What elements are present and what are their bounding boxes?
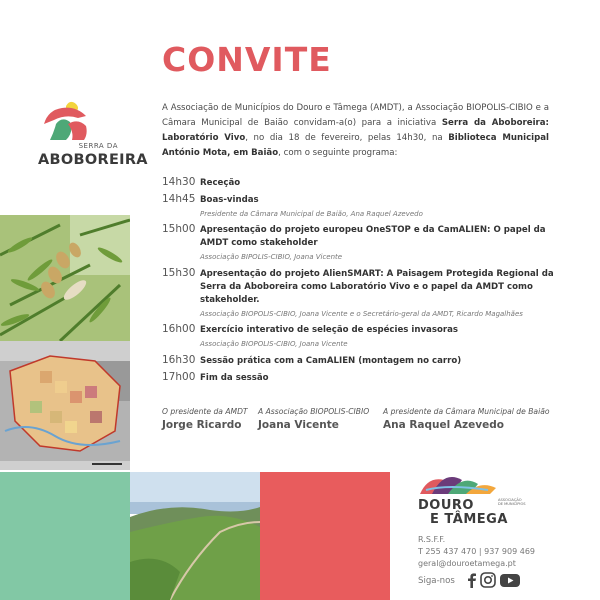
signature-name: Joana Vicente <box>258 419 339 431</box>
signature-name: Ana Raquel Azevedo <box>383 419 504 431</box>
program-time: 15h30 <box>162 267 196 279</box>
plant-photo <box>0 215 130 341</box>
logo-subtitle: SERRA DA <box>78 142 118 150</box>
logo-title: ABOBOREIRA <box>38 152 148 168</box>
plant-image <box>0 215 130 341</box>
phone-text: T 255 437 470 | 937 909 469 <box>418 547 535 556</box>
program-time: 17h00 <box>162 371 196 383</box>
map-graphic <box>0 341 130 470</box>
signature-role: O presidente da AMDT <box>162 407 248 416</box>
signature-role: A Associação BIOPOLIS-CIBIO <box>258 407 370 416</box>
program-speaker: Associação BIOPOLIS-CIBIO, Joana Vicente e o Secretário-geral da AMDT, Ricardo Magalhães <box>200 310 523 318</box>
douro-tamega-logo-icon <box>418 470 498 498</box>
intro-text: A Associação de Municípios do Douro e Tâmega (AMDT), a Associação BIOPOLIS-CIBIO e a Câmara Municipal de Baião convidam-a(o) para a iniciativa <box>162 103 549 128</box>
landscape-photo <box>130 472 260 600</box>
intro-paragraph <box>162 101 549 161</box>
page-title: CONVITE <box>162 40 332 79</box>
instagram-icon[interactable] <box>479 572 497 588</box>
intro-text: , com o seguinte programa: <box>278 148 398 158</box>
intro-text: , no dia 18 de fevereiro, pelas 14h30, na <box>245 133 449 143</box>
program-item <box>162 193 557 220</box>
program-item <box>162 267 557 320</box>
youtube-icon[interactable] <box>499 572 521 588</box>
signature-camara <box>383 407 550 431</box>
program-time: 14h30 <box>162 176 196 188</box>
program-time: 14h45 <box>162 193 196 205</box>
program-title: Exercício interativo de seleção de espécies invasoras <box>200 325 459 335</box>
program-title: Fim da sessão <box>200 373 269 383</box>
intro-venue: Biblioteca Municipal António Mota, em Baião <box>162 133 550 158</box>
program-item <box>162 223 557 263</box>
program-title: Sessão prática com a CamALIEN (montagem no carro) <box>200 356 462 366</box>
aboboreira-logo-icon <box>42 100 92 142</box>
douro-logo-small2: DE MUNICÍPIOS <box>498 502 526 507</box>
follow-label: Siga-nos <box>418 576 455 586</box>
program-item <box>162 176 557 190</box>
green-color-block <box>0 472 130 600</box>
douro-logo-small1: ASSOCIAÇÃO <box>498 498 522 502</box>
rsff-text: R.S.F.F. <box>418 535 446 544</box>
program-item <box>162 323 557 350</box>
douro-tamega-logo <box>418 470 533 530</box>
landscape-image <box>130 472 260 600</box>
signature-biopolis <box>258 407 369 431</box>
program-list <box>162 176 557 385</box>
douro-logo-line2: E TÂMEGA <box>430 512 508 527</box>
program-title: Boas-vindas <box>200 195 259 205</box>
email-link[interactable]: geral@douroetamega.pt <box>418 559 516 568</box>
program-speaker: Associação BIPOLIS-CIBIO, Joana Vicente <box>200 253 343 261</box>
program-speaker: Presidente da Câmara Municipal de Baião, Ana Raquel Azevedo <box>200 210 423 218</box>
red-color-block <box>260 472 390 600</box>
signature-role: A presidente da Câmara Municipal de Baião <box>383 407 550 416</box>
program-time: 15h00 <box>162 223 196 235</box>
program-time: 16h00 <box>162 323 196 335</box>
program-title: Apresentação do projeto AlienSMART: A Paisagem Protegida Regional da Serra da Aboboreira como Laboratório Vivo e o papel da AMDT como stakeholder. <box>200 269 554 305</box>
contacts <box>418 534 535 570</box>
program-speaker: Associação BIOPOLIS-CIBIO, Joana Vicente <box>200 340 348 348</box>
intro-event-name: Serra da Aboboreira: Laboratório Vivo <box>162 118 549 143</box>
serra-aboboreira-logo <box>38 100 148 178</box>
map-image <box>0 341 130 470</box>
program-title: Receção <box>200 178 241 188</box>
program-item <box>162 371 557 385</box>
signature-amdt <box>162 407 248 431</box>
program-time: 16h30 <box>162 354 196 366</box>
signature-name: Jorge Ricardo <box>162 419 242 431</box>
douro-logo-line1: DOURO <box>418 498 474 513</box>
program-item <box>162 354 557 368</box>
douro-logo-subtitle <box>498 498 526 507</box>
program-title: Apresentação do projeto europeu OneSTOP e da CamALIEN: O papel da AMDT como stakeholder <box>200 225 546 248</box>
